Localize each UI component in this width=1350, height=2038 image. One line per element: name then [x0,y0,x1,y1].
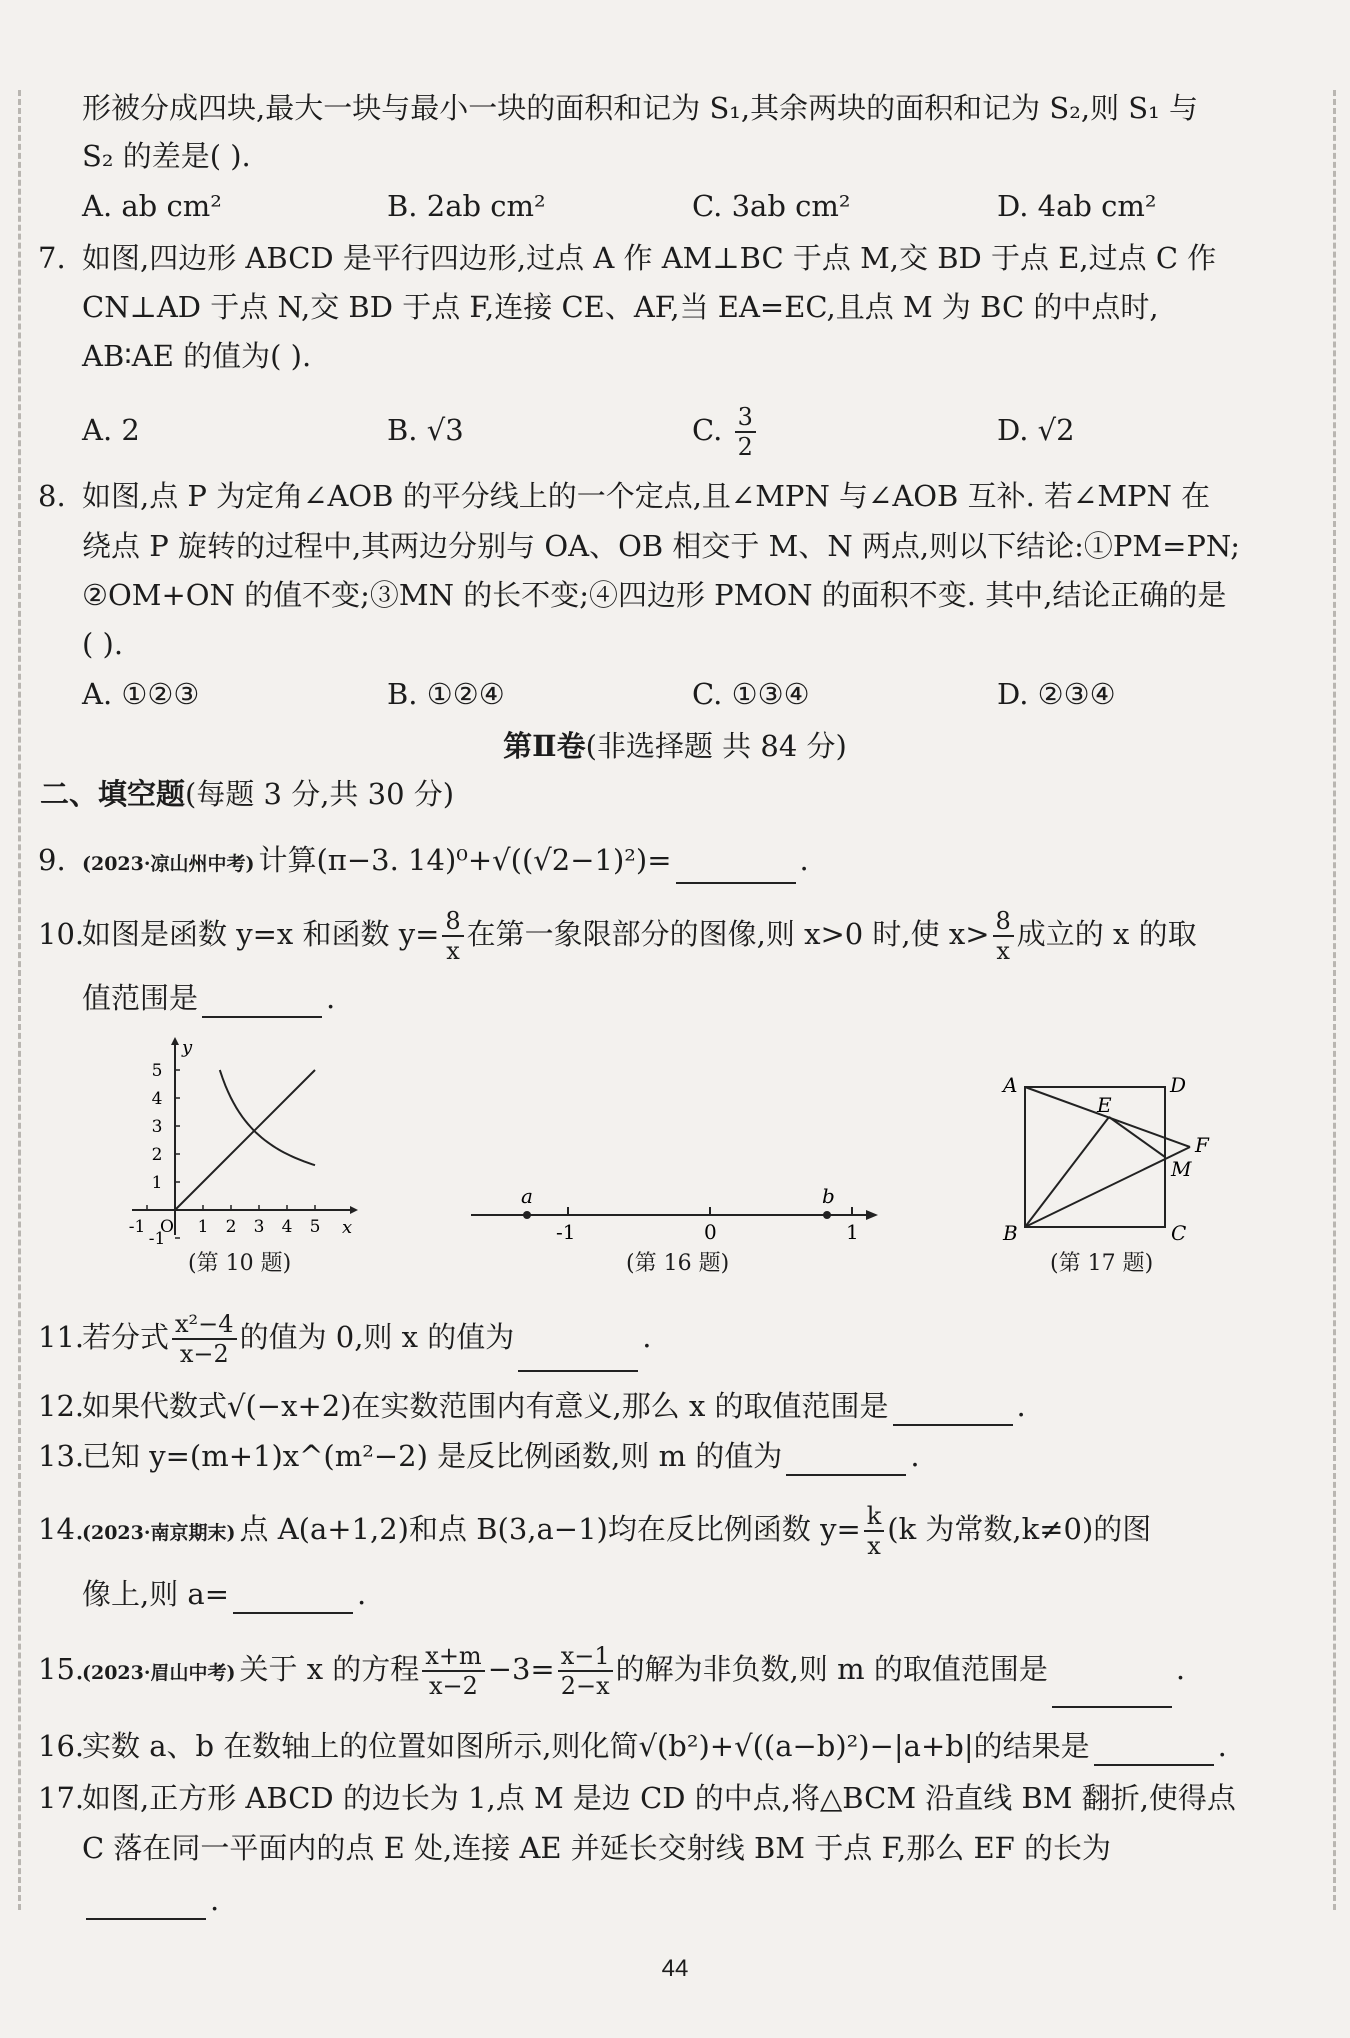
question-number: 11. [38,1320,85,1354]
square-abcd [1025,1087,1165,1227]
y-axis-label: y [182,1037,193,1058]
y-axis-arrow [171,1037,179,1045]
answer-blank[interactable] [1052,1676,1172,1708]
option-d: D. 4ab cm² [997,189,1157,223]
point-a [523,1211,531,1219]
x-tick-label: 2 [225,1217,237,1237]
right-binding-line [1333,90,1336,1910]
label-M: M [1171,1157,1192,1181]
answer-blank[interactable] [202,986,322,1018]
answer-blank[interactable] [676,852,796,884]
option-a: A. 2 [82,413,140,447]
figure-caption: (第 17 题) [1050,1251,1154,1276]
question-number: 15. [38,1652,85,1686]
question-number: 12. [38,1389,85,1423]
figure-16-number-line [466,1175,886,1245]
question-number: 13. [38,1439,85,1473]
x-tick-label: 1 [197,1217,209,1237]
source-tag: (2023·凉山州中考) [82,853,255,875]
label-1: 1 [846,1220,859,1244]
answer-blank[interactable] [1094,1734,1214,1766]
fraction: $\frac{x-1}{2-x}$ [558,1642,613,1700]
segment-be [1025,1117,1109,1227]
fraction: $\frac{x+m}{x-2}$ [422,1642,484,1700]
line-y-equals-x [175,1070,315,1210]
fraction: $\frac{\text{x²−4}}{x-2}$ [172,1310,237,1368]
left-binding-line [18,90,21,1910]
answer-blank[interactable] [786,1444,906,1476]
answer-blank[interactable] [86,1888,206,1920]
label-E: E [1097,1093,1112,1117]
x-axis-arrow [350,1206,358,1214]
label-D: D [1170,1073,1187,1097]
label-a: a [521,1184,533,1208]
x-tick-label: 4 [281,1217,293,1237]
label-b: b [822,1184,835,1208]
question-number: 14. [38,1512,85,1546]
point-b [823,1211,831,1219]
fraction: $\frac{8}{x}$ [993,907,1014,965]
x-tick-label: 5 [309,1217,321,1237]
y-tick-label: -1 [148,1229,166,1249]
page-number: 44 [661,1955,689,1982]
label-A: A [1003,1073,1018,1097]
option-a: A. ①②③ [82,677,200,711]
question-number: 9. [38,843,66,877]
x-tick-label: O [160,1217,174,1237]
figure-17-square [995,1070,1235,1250]
fraction: $\frac{3}{2}$ [735,403,756,461]
x-axis-label: x [342,1217,353,1238]
option-a: A. ab cm² [82,189,222,223]
part2-heading: 第Ⅱ卷(非选择题 共 84 分) [503,729,847,763]
option-b: B. 2ab cm² [387,189,546,223]
axis-ticks [129,1061,321,1249]
y-tick-label: 2 [151,1145,163,1165]
y-tick-label: 3 [151,1117,163,1137]
source-tag: (2023·眉山中考) [82,1662,236,1684]
option-b: B. ①②④ [387,677,505,711]
option-c: C. 3ab cm² [692,189,851,223]
figure-10-graph [120,1035,360,1250]
figure-caption: (第 10 题) [188,1251,292,1276]
figure-caption: (第 16 题) [626,1251,730,1276]
question-number: 17. [38,1781,85,1815]
answer-blank[interactable] [518,1340,638,1372]
question-number: 8. [38,479,66,513]
fraction: $\frac{k}{x}$ [864,1502,885,1560]
label-neg1: -1 [556,1220,576,1244]
source-tag: (2023·南京期末) [82,1522,236,1544]
section-heading: 二、填空题(每题 3 分,共 30 分) [40,777,455,811]
x-tick-label: 3 [253,1217,265,1237]
answer-blank[interactable] [893,1394,1013,1426]
option-c: C. $\frac{3}{2}$ [692,400,997,461]
option-c: C. ①③④ [692,677,810,711]
label-0: 0 [704,1220,717,1244]
option-b: B. √3 [387,413,464,447]
y-tick-label: 4 [151,1089,163,1109]
y-tick-label: 1 [151,1173,163,1193]
option-d: D. ②③④ [997,677,1116,711]
answer-blank[interactable] [233,1582,353,1614]
document-page: 形被分成四块,最大一块与最小一块的面积和记为 S₁,其余两块的面积和记为 S₂,则 S₁ 与 S₂ 的差是( ). A. ab cm² B. 2ab cm² C. 3ab cm² D. 4ab cm² 7. 如图,四边形 ABCD 是平行四边形,过点 A 作 AM⊥BC 于点 M,交 BD 于点 E,过点 C 作 CN⊥AD 于点 N,交 BD 于点 F,连接 CE、AF,当 EA=EC,且点 M 为 BC 的中点时, AB∶AE 的值为( ). A. 2 B. √3 C. $\frac{3}{2}$ D. √2 8. 如图,点 P 为定角∠AOB 的平分线上的一个定点,且∠MPN 与∠AOB 互补. 若∠MPN 在 绕点 P 旋转的过程中,其两边分别与 OA、OB 相交于 M、N 两点,则以下结论:①PM=PN; ②OM+ON 的值不变;③MN 的长不变;④四边形 PMON 的面积不变. 其中,结论正确的是 ( ). A. ①②③ B. ①②④ C. ①③④ D. ②③④ 第Ⅱ卷(非选择题 共 84 分) 二、填空题(每题 3 分,共 30 分) 9. (2023·凉山州中考) 计算(π−3. 14)⁰+√((√2−1)²)= . 10. 如图是函数 y=x 和函数 y= $\frac{8}{x}$ 在第一象限部分的图像,则 x>0 时,使 x> $\frac{8}{x}$ 成立的 x 的取 值范围是 . 5 4 3 2 1 -1 -1 O 1 2 3 4 5 y x (第 10 题) a b -1 0 1 (第 16 题) A D E F M B C (第 17 题) 11. 若分式 $\frac{\text{x²−4}}{x-2}$ 的值为 0,则 x 的值为 . 12. 如果代数式√(−x+2)在实数范围内有意义,那么 x 的取值范围是 . 13. 已知 y=(m+1)x^(m²−2) 是反比例函数,则 m 的值为 . 14. (2023·南京期末) 点 A(a+1,2)和点 B(3,a−1)均在反比例函数 y= $\frac{k}{x}$ (k 为常数,k≠0)的图 像上,则 a= . 15. (2023·眉山中考) 关于 x 的方程 $\frac{x+m}{x-2}$ −3= $\frac{x-1}{2-x}$ 的解为非负数,则 m 的取值范围是 . 16. 实数 a、b 在数轴上的位置如图所示,则化简√(b²)+√((a−b)²)−|a+b|的结果是 . 17. 如图,正方形 ABCD 的边长为 1,点 M 是边 CD 的中点,将△BCM 沿直线 BM 翻折,使得点 C 落在同一平面内的点 E 处,连接 AE 并延长交射线 BM 于点 F,那么 EF 的长为 . 44 [0,0,1350,2038]
question-number: 7. [38,241,66,275]
x-tick-label: -1 [128,1217,146,1237]
label-C: C [1171,1221,1187,1245]
number-line-arrow [866,1210,878,1220]
label-F: F [1195,1133,1209,1157]
segment-em [1109,1117,1165,1157]
fraction: $\frac{8}{x}$ [442,907,463,965]
question-number: 10. [38,917,85,951]
question-number: 16. [38,1729,85,1763]
label-B: B [1003,1221,1018,1245]
y-tick-label: 5 [151,1061,163,1081]
option-d: D. √2 [997,413,1075,447]
